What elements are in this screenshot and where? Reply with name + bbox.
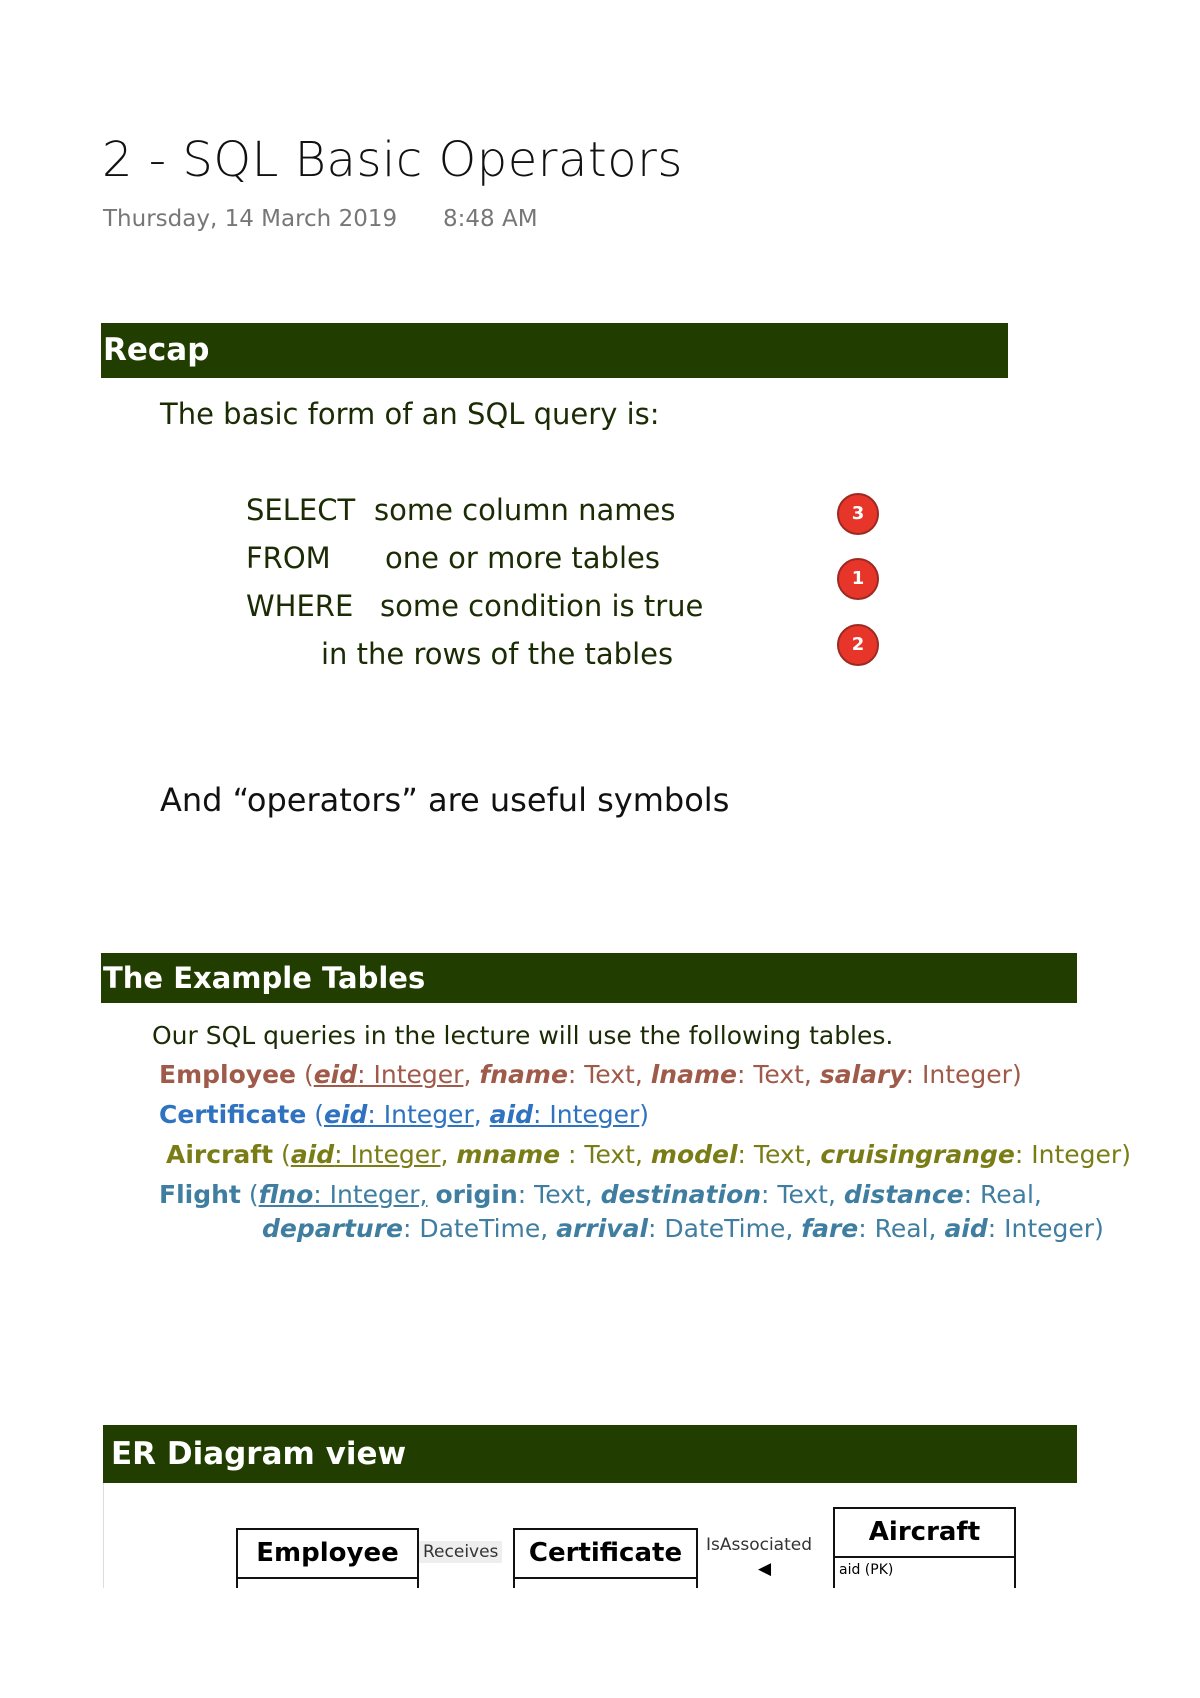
entity-certificate — [513, 1528, 698, 1588]
aircraft-table-name: Aircraft — [166, 1140, 274, 1169]
entity-employee-name: Employee — [238, 1530, 417, 1579]
entity-employee — [236, 1528, 419, 1588]
attr-departure: departure — [262, 1214, 403, 1243]
certificate-table-name: Certificate — [159, 1100, 307, 1129]
attr-arrival: arrival — [556, 1214, 649, 1243]
attr-eid: eid — [324, 1100, 368, 1129]
flight-schema: Flight (flno: Integer, origin: Text, destination: Text, distance: Real, — [159, 1180, 1042, 1209]
operators-line: And “operators” are useful symbols — [160, 781, 730, 819]
attr-cruisingrange: cruisingrange — [820, 1140, 1015, 1169]
example-tables-intro: Our SQL queries in the lecture will use the following tables. — [152, 1021, 894, 1050]
select-text: some column names — [374, 493, 676, 527]
diagram-border — [103, 1483, 104, 1588]
where-text: some condition is true — [380, 589, 704, 623]
page-date: Thursday, 14 March 2019 — [103, 206, 398, 232]
certificate-schema: Certificate (eid: Integer, aid: Integer) — [159, 1100, 650, 1129]
attr-flno: flno — [258, 1180, 314, 1209]
aircraft-attr-aid: aid (PK) — [839, 1562, 894, 1578]
attr-origin: origin — [435, 1180, 518, 1209]
attr-aid: aid — [944, 1214, 988, 1243]
page-title: 2 - SQL Basic Operators — [102, 132, 683, 188]
employee-table-name: Employee — [159, 1060, 296, 1089]
entity-certificate-name: Certificate — [515, 1530, 696, 1579]
step-badge-from: 1 — [837, 558, 879, 600]
attr-fname: fname — [479, 1060, 568, 1089]
direction-arrow-icon: ◀ — [758, 1559, 772, 1578]
select-keyword: SELECT — [246, 493, 356, 527]
flight-schema-continued: departure: DateTime, arrival: DateTime, fare: Real, aid: Integer) — [262, 1214, 1104, 1243]
attr-distance: distance — [843, 1180, 964, 1209]
er-diagram-heading: ER Diagram view — [103, 1425, 1077, 1483]
attr-salary: salary — [819, 1060, 906, 1089]
flight-table-name: Flight — [159, 1180, 241, 1209]
entity-aircraft-name: Aircraft — [835, 1509, 1014, 1558]
attr-aid: aid — [489, 1100, 533, 1129]
attr-lname: lname — [650, 1060, 737, 1089]
recap-intro: The basic form of an SQL query is: — [160, 397, 660, 431]
er-diagram — [103, 1483, 1077, 1588]
where-continuation: in the rows of the tables — [321, 637, 674, 671]
attr-fare: fare — [801, 1214, 859, 1243]
page-time: 8:48 AM — [443, 206, 538, 232]
attr-aid: aid — [290, 1140, 335, 1169]
entity-aircraft — [833, 1507, 1016, 1588]
example-tables-heading: The Example Tables — [101, 953, 1077, 1003]
attr-eid: eid — [313, 1060, 358, 1089]
step-badge-select: 3 — [837, 493, 879, 535]
from-keyword: FROM — [246, 541, 331, 575]
relationship-isassociated: IsAssociated — [706, 1535, 813, 1555]
employee-schema: Employee (eid: Integer, fname: Text, lname: Text, salary: Integer) — [159, 1060, 1022, 1089]
recap-heading: Recap — [101, 323, 1008, 378]
relationship-receives: Receives — [419, 1541, 502, 1563]
from-text: one or more tables — [385, 541, 660, 575]
step-badge-where: 2 — [837, 624, 879, 666]
aircraft-schema: Aircraft (aid: Integer, mname : Text, model: Text, cruisingrange: Integer) — [166, 1140, 1131, 1169]
attr-model: model — [650, 1140, 738, 1169]
attr-mname: mname — [456, 1140, 561, 1169]
where-keyword: WHERE — [246, 589, 354, 623]
attr-destination: destination — [600, 1180, 762, 1209]
